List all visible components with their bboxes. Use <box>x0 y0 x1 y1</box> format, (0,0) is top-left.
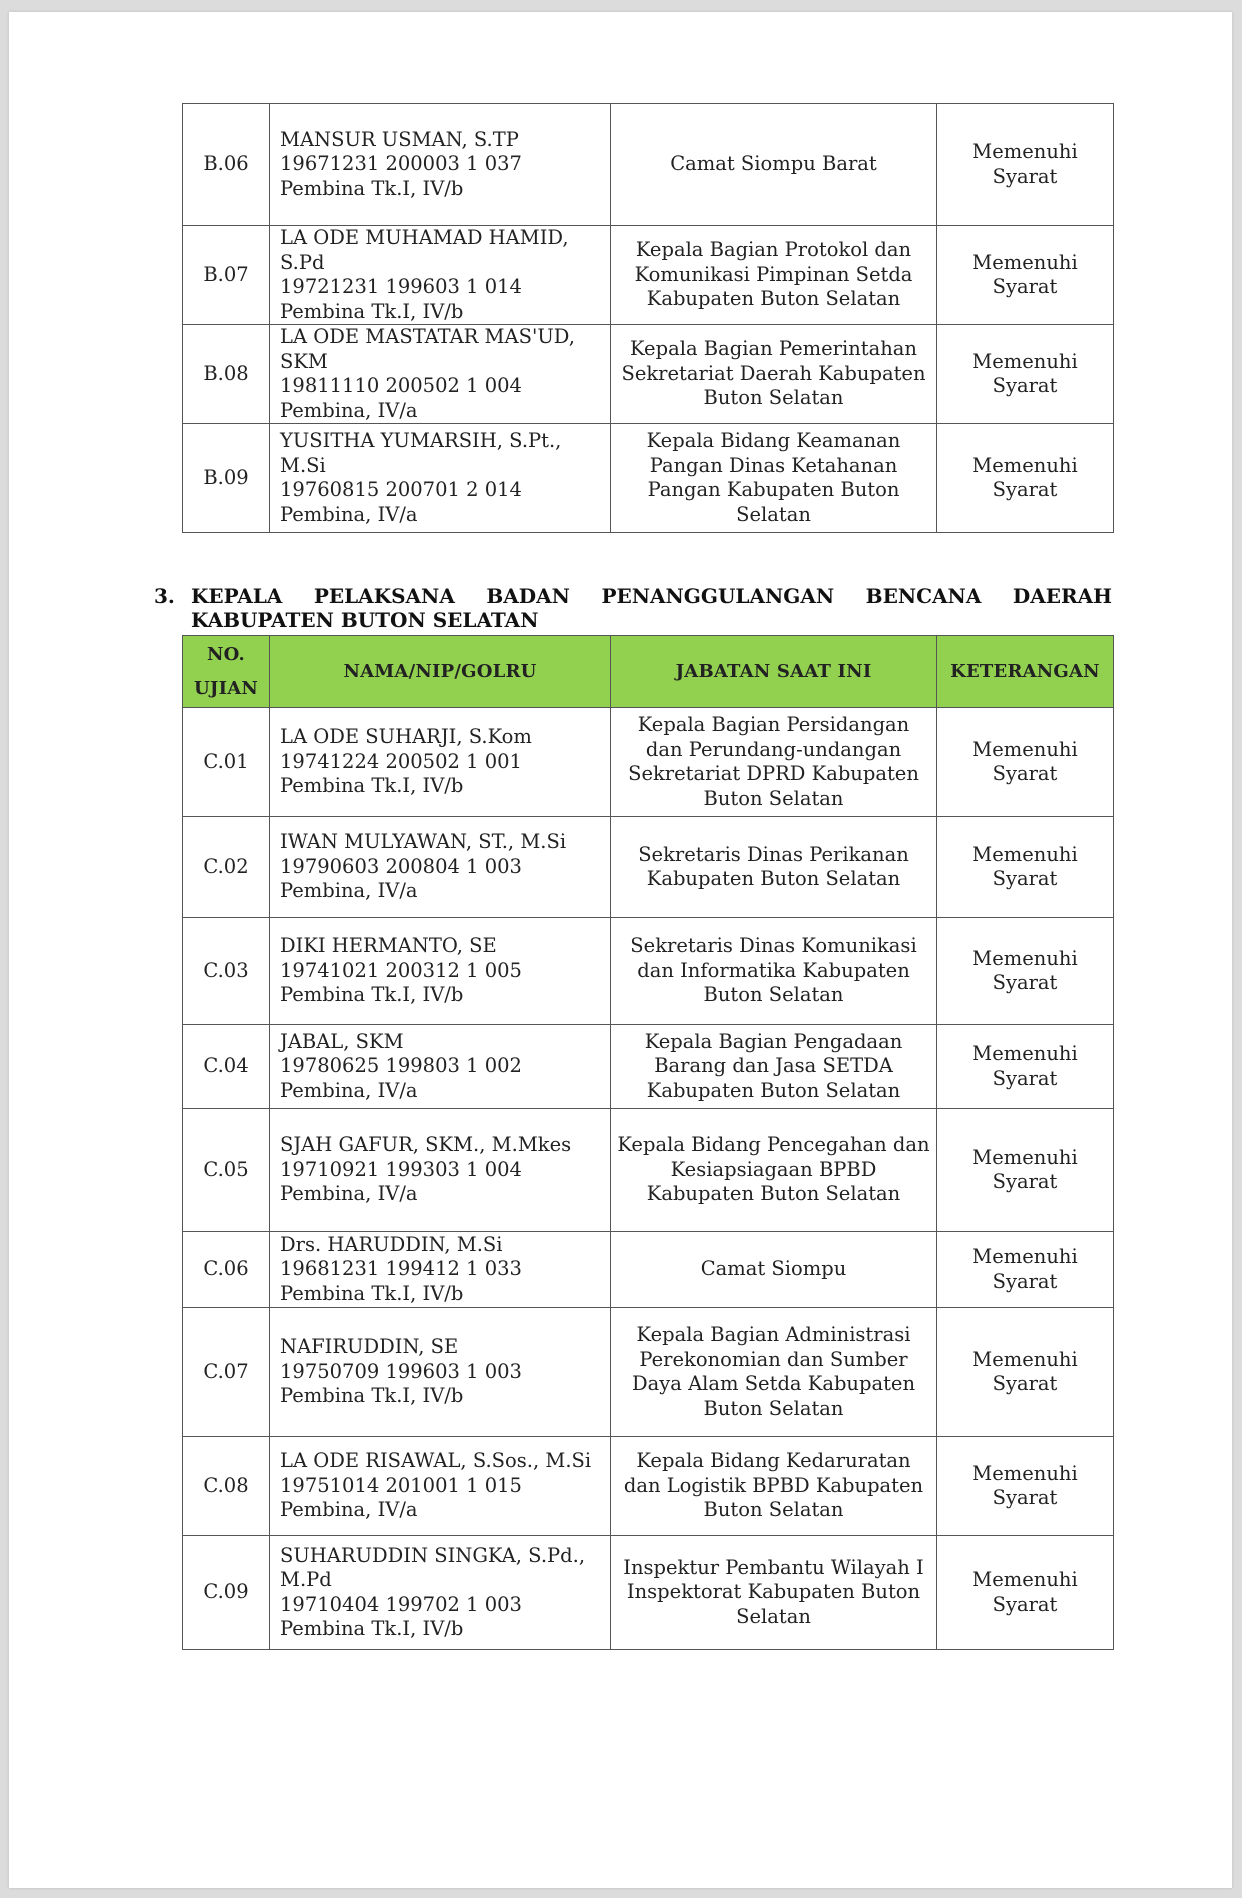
cell-no-ujian: B.06 <box>183 104 270 226</box>
cell-keterangan <box>937 226 1114 325</box>
cell-nama-nip-golru <box>270 918 611 1025</box>
jabatan-text: Kepala Bidang Kedaruratan dan Logistik BPBD Kabupaten Buton Selatan <box>623 1449 924 1522</box>
cell-nama-nip-golru <box>270 1025 611 1109</box>
name-line: 19710404 199702 1 003 <box>280 1592 522 1616</box>
name-line: 19681231 199412 1 033 <box>280 1257 522 1281</box>
name-line: Pembina Tk.I, IV/b <box>280 1281 464 1305</box>
cell-keterangan <box>937 817 1114 918</box>
jabatan-text: Kepala Bagian Pemerintahan Sekretariat Daerah Kabupaten Buton Selatan <box>621 337 926 410</box>
cell-no-ujian: C.09 <box>183 1536 270 1650</box>
keterangan-status: Memenuhi Syarat <box>972 1245 1078 1293</box>
name-line: Pembina, IV/a <box>280 1078 418 1102</box>
cell-no-ujian: C.03 <box>183 918 270 1025</box>
cell-keterangan <box>937 1025 1114 1109</box>
name-line: Pembina Tk.I, IV/b <box>280 299 464 323</box>
name-line: SJAH GAFUR, SKM., M.Mkes <box>280 1133 572 1157</box>
keterangan-status: Memenuhi Syarat <box>972 453 1078 501</box>
cell-nama-nip-golru <box>270 1109 611 1232</box>
cell-nama-nip-golru <box>270 817 611 918</box>
name-line: 19710921 199303 1 004 <box>280 1157 522 1181</box>
cell-no-ujian: C.07 <box>183 1308 270 1437</box>
cell-jabatan <box>611 1025 937 1109</box>
candidates-table-b <box>182 103 1114 533</box>
table-row <box>183 424 1114 533</box>
keterangan-status: Memenuhi Syarat <box>972 842 1078 890</box>
cell-jabatan <box>611 1308 937 1437</box>
cell-no-ujian: C.05 <box>183 1109 270 1232</box>
name-line: 19760815 200701 2 014 <box>280 478 522 501</box>
name-line: Pembina Tk.I, IV/b <box>280 983 464 1007</box>
section-title-line2: KABUPATEN BUTON SELATAN <box>191 608 539 632</box>
table-row <box>183 1232 1114 1308</box>
table-row <box>183 1437 1114 1536</box>
cell-nama-nip-golru <box>270 325 611 424</box>
cell-keterangan <box>937 1536 1114 1650</box>
name-line: 19741224 200502 1 001 <box>280 749 522 773</box>
jabatan-text: Kepala Bagian Persidangan dan Perundang-undangan Sekretariat DPRD Kabupaten Buton Selatan <box>628 713 919 810</box>
cell-keterangan <box>937 424 1114 533</box>
keterangan-status: Memenuhi Syarat <box>972 250 1078 298</box>
cell-nama-nip-golru <box>270 1232 611 1308</box>
cell-no-ujian: C.04 <box>183 1025 270 1109</box>
header-keterangan: KETERANGAN <box>937 636 1114 708</box>
keterangan-status: Memenuhi Syarat <box>972 1347 1078 1395</box>
jabatan-text: Sekretaris Dinas Komunikasi dan Informatika Kabupaten Buton Selatan <box>630 934 917 1007</box>
table-row <box>183 1025 1114 1109</box>
table-row <box>183 708 1114 817</box>
name-line: Pembina Tk.I, IV/b <box>280 774 464 798</box>
jabatan-text: Kepala Bidang Pencegahan dan Kesiapsiagaan BPBD Kabupaten Buton Selatan <box>617 1133 930 1206</box>
name-line: Drs. HARUDDIN, M.Si <box>280 1232 503 1256</box>
name-line: 19751014 201001 1 015 <box>280 1473 522 1497</box>
cell-jabatan <box>611 226 937 325</box>
keterangan-status: Memenuhi Syarat <box>972 737 1078 785</box>
jabatan-text: Kepala Bidang Keamanan Pangan Dinas Ketahanan Pangan Kabupaten Buton Selatan <box>646 429 901 526</box>
keterangan-status: Memenuhi Syarat <box>972 1145 1078 1193</box>
cell-keterangan <box>937 1437 1114 1536</box>
cell-nama-nip-golru <box>270 104 611 226</box>
keterangan-status: Memenuhi Syarat <box>972 946 1078 994</box>
table-row <box>183 817 1114 918</box>
cell-jabatan <box>611 708 937 817</box>
cell-keterangan <box>937 708 1114 817</box>
name-line: MANSUR USMAN, S.TP <box>280 127 519 151</box>
keterangan-status: Memenuhi Syarat <box>972 1461 1078 1509</box>
keterangan-status: Memenuhi Syarat <box>972 1568 1078 1616</box>
cell-no-ujian: B.09 <box>183 424 270 533</box>
name-line: 19671231 200003 1 037 <box>280 152 522 176</box>
cell-nama-nip-golru <box>270 1536 611 1650</box>
name-line: Pembina, IV/a <box>280 398 418 422</box>
name-line: SUHARUDDIN SINGKA, S.Pd., <box>280 1543 586 1567</box>
name-line: Pembina Tk.I, IV/b <box>280 1384 464 1408</box>
jabatan-text: Camat Siompu <box>700 1257 847 1281</box>
name-line: Pembina, IV/a <box>280 879 418 903</box>
header-no-line2: UJIAN <box>193 677 259 699</box>
name-line: 19721231 199603 1 014 <box>280 275 522 298</box>
keterangan-status: Memenuhi Syarat <box>972 349 1078 397</box>
cell-jabatan <box>611 325 937 424</box>
name-line: 19811110 200502 1 004 <box>280 374 522 397</box>
name-line: M.Pd <box>280 1568 332 1591</box>
table-header-row <box>183 636 1114 708</box>
cell-no-ujian: B.07 <box>183 226 270 325</box>
name-line: SKM <box>280 349 328 373</box>
cell-jabatan <box>611 1437 937 1536</box>
header-jabatan: JABATAN SAAT INI <box>611 636 937 708</box>
cell-keterangan <box>937 1232 1114 1308</box>
name-line: Pembina, IV/a <box>280 502 418 526</box>
name-line: S.Pd <box>280 250 325 274</box>
name-line: 19790603 200804 1 003 <box>280 854 522 878</box>
jabatan-text: Camat Siompu Barat <box>670 152 877 176</box>
cell-keterangan <box>937 325 1114 424</box>
jabatan-text: Kepala Bagian Pengadaan Barang dan Jasa SETDA Kabupaten Buton Selatan <box>644 1029 903 1102</box>
name-line: Pembina Tk.I, IV/b <box>280 1617 464 1640</box>
cell-jabatan <box>611 817 937 918</box>
name-line: LA ODE MUHAMAD HAMID, <box>280 226 569 249</box>
cell-no-ujian: C.02 <box>183 817 270 918</box>
name-line: 19780625 199803 1 002 <box>280 1054 522 1078</box>
cell-no-ujian: C.01 <box>183 708 270 817</box>
cell-keterangan <box>937 918 1114 1025</box>
table-row <box>183 1109 1114 1232</box>
keterangan-status: Memenuhi Syarat <box>972 1042 1078 1090</box>
header-no-ujian <box>183 636 270 708</box>
jabatan-text: Kepala Bagian Administrasi Perekonomian dan Sumber Daya Alam Setda Kabupaten Buton Selatan <box>631 1323 916 1420</box>
cell-nama-nip-golru <box>270 1437 611 1536</box>
name-line: NAFIRUDDIN, SE <box>280 1335 459 1359</box>
jabatan-text: Inspektur Pembantu Wilayah I Inspektorat Kabupaten Buton Selatan <box>623 1555 924 1628</box>
cell-jabatan <box>611 918 937 1025</box>
name-line: 19741021 200312 1 005 <box>280 958 522 982</box>
section-title-line1: KEPALA PELAKSANA BADAN PENANGGULANGAN BENCANA DAERAH <box>191 584 1112 608</box>
header-nama: NAMA/NIP/GOLRU <box>270 636 611 708</box>
cell-jabatan <box>611 1536 937 1650</box>
cell-no-ujian: B.08 <box>183 325 270 424</box>
table-row <box>183 104 1114 226</box>
table-row <box>183 918 1114 1025</box>
name-line: DIKI HERMANTO, SE <box>280 934 497 958</box>
cell-nama-nip-golru <box>270 226 611 325</box>
document-page <box>9 12 1232 1888</box>
jabatan-text: Kepala Bagian Protokol dan Komunikasi Pimpinan Setda Kabupaten Buton Selatan <box>634 238 913 311</box>
cell-keterangan <box>937 104 1114 226</box>
name-line: 19750709 199603 1 003 <box>280 1359 522 1383</box>
name-line: JABAL, SKM <box>280 1029 404 1053</box>
cell-keterangan <box>937 1308 1114 1437</box>
candidates-table-c <box>182 635 1114 1650</box>
section-heading <box>154 584 1112 634</box>
cell-jabatan <box>611 104 937 226</box>
keterangan-status: Memenuhi Syarat <box>972 140 1078 188</box>
name-line: LA ODE SUHARJI, S.Kom <box>280 725 532 749</box>
table-row <box>183 325 1114 424</box>
table-row <box>183 1308 1114 1437</box>
jabatan-text: Sekretaris Dinas Perikanan Kabupaten Buton Selatan <box>638 842 909 890</box>
name-line: Pembina, IV/a <box>280 1498 418 1522</box>
name-line: Pembina, IV/a <box>280 1182 418 1206</box>
cell-jabatan <box>611 1232 937 1308</box>
cell-jabatan <box>611 424 937 533</box>
name-line: YUSITHA YUMARSIH, S.Pt., <box>280 429 562 452</box>
name-line: LA ODE RISAWAL, S.Sos., M.Si <box>280 1449 592 1473</box>
table-row <box>183 226 1114 325</box>
cell-no-ujian: C.08 <box>183 1437 270 1536</box>
name-line: Pembina Tk.I, IV/b <box>280 176 464 200</box>
name-line: LA ODE MASTATAR MAS'UD, <box>280 325 575 348</box>
header-no-line1: NO. <box>207 643 245 665</box>
cell-nama-nip-golru <box>270 424 611 533</box>
cell-nama-nip-golru <box>270 708 611 817</box>
section-number: 3. <box>154 584 175 608</box>
cell-nama-nip-golru <box>270 1308 611 1437</box>
name-line: M.Si <box>280 453 326 477</box>
cell-jabatan <box>611 1109 937 1232</box>
cell-no-ujian: C.06 <box>183 1232 270 1308</box>
name-line: IWAN MULYAWAN, ST., M.Si <box>280 830 567 854</box>
table-row <box>183 1536 1114 1650</box>
cell-keterangan <box>937 1109 1114 1232</box>
